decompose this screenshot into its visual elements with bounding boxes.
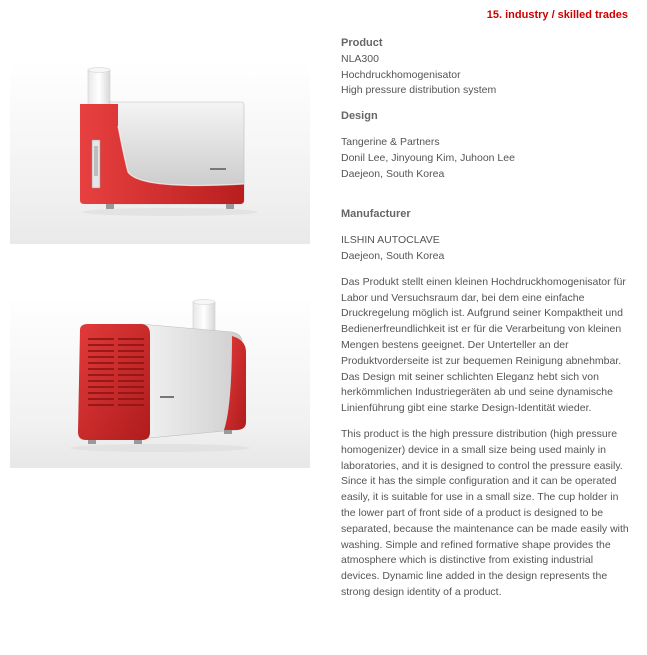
design-line: Daejeon, South Korea	[341, 167, 445, 180]
design-line: Donil Lee, Jinyoung Kim, Juhoon Lee	[341, 151, 515, 164]
product-photo-side	[10, 62, 310, 244]
design-heading: Design	[341, 110, 378, 123]
design-line: Tangerine & Partners	[341, 135, 440, 148]
product-line: Hochdruckhomogenisator	[341, 68, 461, 81]
description-english: This product is the high pressure distribution (high pressure homogenizer) device in a small size being used mainly in laboratories, and it is designed to control the pressure easily. Since it has the simple configuration and it can be operated easily, it is suitable for use in a small size. The cup holder in the lower part of front side of a product is designed to be separated, because the maintenance can be made easily with washing. Simple and refined formative shape provides the atmosphere which is distinctive from existing industrial devices. Dynamic line added in the design represents the strong design identity of a product.	[341, 427, 629, 598]
manufacturer-heading: Manufacturer	[341, 208, 411, 221]
product-line: High pressure distribution system	[341, 84, 497, 97]
product-heading: Product	[341, 37, 383, 49]
description-german: Das Produkt stellt einen kleinen Hochdruckhomogenisator für Labor und Versuchsraum dar, bei dem eine einfache Druckregelung möglich ist. Aufgrund seiner Kompaktheit und Bedienerfreundlichkeit ist er für die Verarbeitung von kleinen Mengen bestens geeignet. Der Unterteller an der Produktvorderseite ist zur bequemen Reinigung abnehmbar. Das Design mit seiner schlichten Eleganz hebt sich von herkömmlichen Industriegeräten ab und seine dynamische Linienführung gibt eine starke Design-Identität wieder.	[341, 275, 626, 415]
category-label: 15. industry / skilled trades	[486, 9, 628, 21]
manufacturer-line: ILSHIN AUTOCLAVE	[341, 234, 440, 247]
manufacturer-line: Daejeon, South Korea	[341, 249, 445, 262]
product-line: NLA300	[341, 52, 379, 65]
product-photo-angle	[10, 296, 310, 468]
product-info	[341, 36, 633, 601]
